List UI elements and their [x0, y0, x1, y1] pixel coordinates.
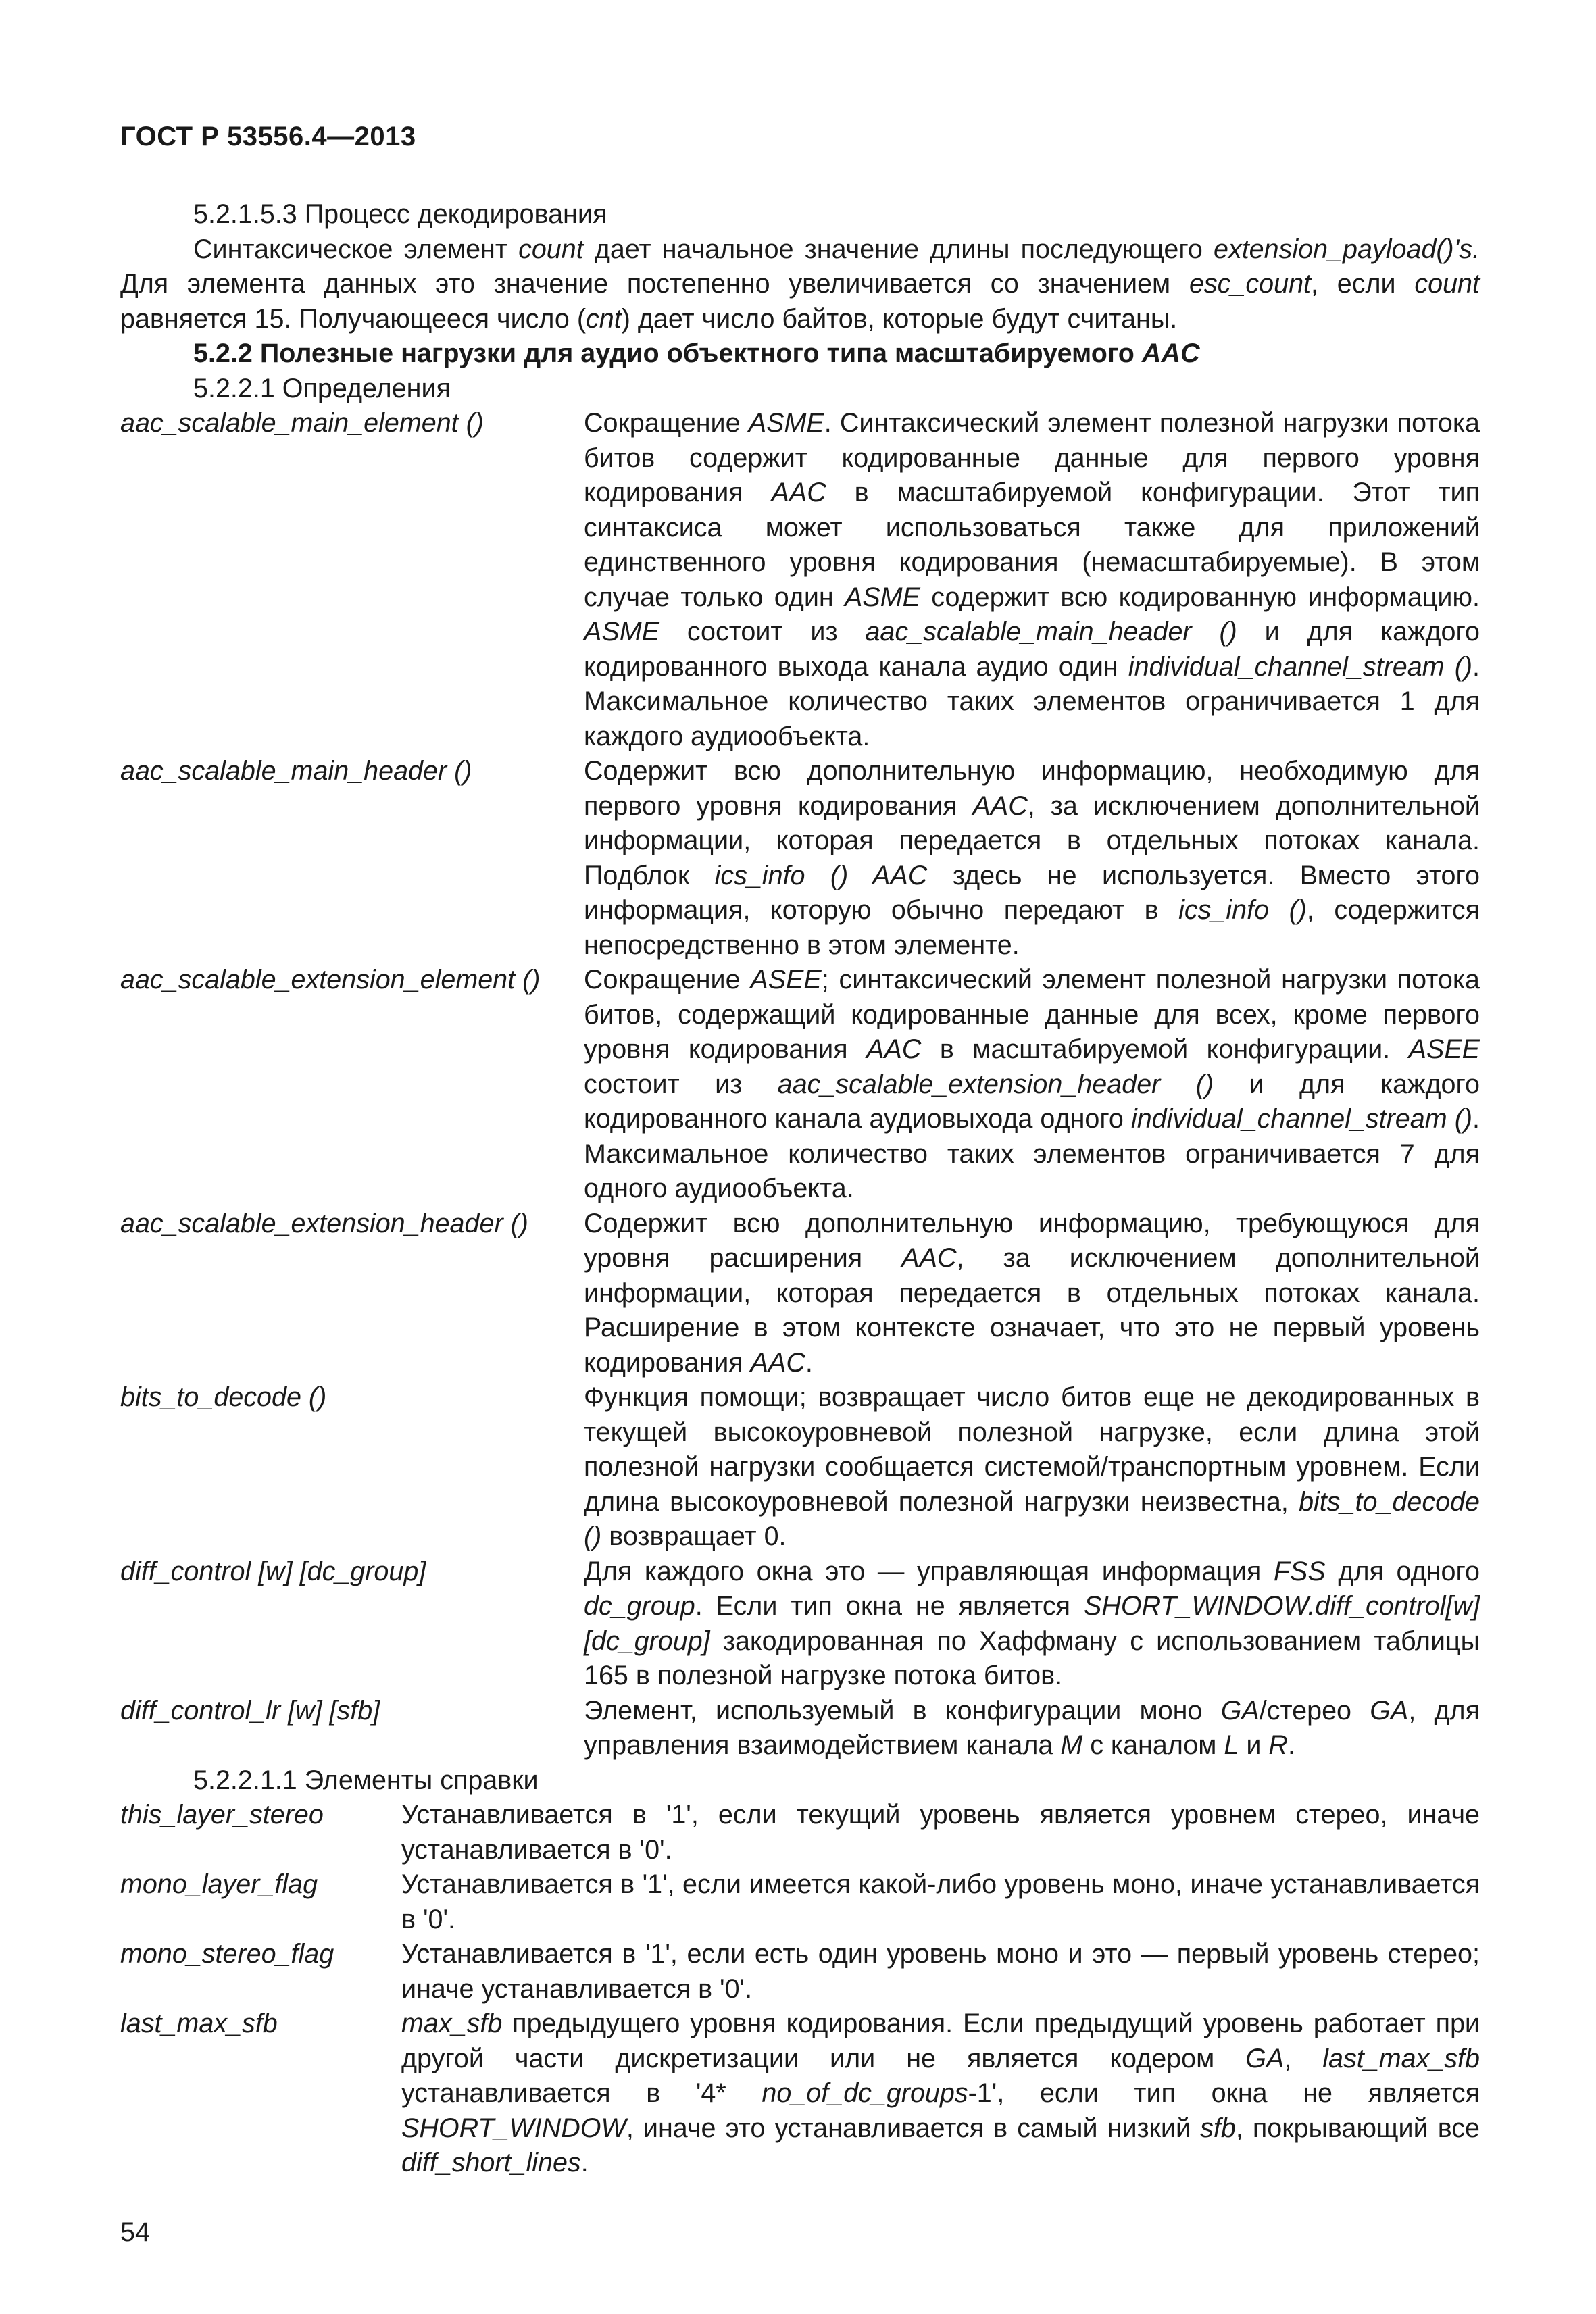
- definition-term: aac_scalable_main_header (): [120, 756, 472, 786]
- reference-item: [120, 1867, 1480, 1937]
- definition-description: Содержит всю дополнительную информацию, требующуюся для уровня расширения AAC, за исключением дополнительной информации, которая передается в отдельных потоках канала. Расширение в этом контексте означает, что это не первый уровень кодирования AAC.: [584, 1208, 1480, 1378]
- definition-term: aac_scalable_extension_element (): [120, 965, 541, 995]
- definition-term: diff_control_lr [w] [sfb]: [120, 1695, 380, 1726]
- definition-description: Сокращение ASME. Синтаксический элемент полезной нагрузки потока битов содержит кодированные данные для первого уровня кодирования AAC в масштабируемой конфигурации. Этот тип синтаксиса может использоваться также для приложений единственного уровня кодирования (немасштабируемые). В этом случае только один ASME содержит всю кодированную информацию. ASME состоит из aac_scalable_main_header () и для каждого кодированного выхода канала аудио один individual_channel_stream (). Максимальное количество таких элементов ограничивается 1 для каждого аудиообъекта.: [584, 408, 1480, 751]
- document-body: [120, 197, 1480, 2181]
- reference-description: Устанавливается в '1', если есть один уровень моно и это — первый уровень стерео; иначе устанавливается в '0'.: [401, 1939, 1480, 2004]
- definition-term: aac_scalable_extension_header (): [120, 1208, 528, 1238]
- definition-item: [120, 1207, 1480, 1381]
- reference-item: [120, 2007, 1480, 2181]
- reference-description: max_sfb предыдущего уровня кодирования. Если предыдущий уровень работает при другой части дискретизации или не является кодером GA, last_max_sfb устанавливается в '4* no_of_dc_groups-1', если тип окна не является SHORT_WINDOW, иначе это устанавливается в самый низкий sfb, покрывающий все diff_short_lines.: [401, 2009, 1480, 2178]
- definition-item: [120, 963, 1480, 1207]
- page-number: 54: [120, 2217, 150, 2247]
- definition-item: [120, 406, 1480, 754]
- definition-item: [120, 754, 1480, 963]
- reference-term: this_layer_stereo: [120, 1800, 324, 1830]
- section-5-2-1-5-3-title: 5.2.1.5.3 Процесс декодирования: [193, 199, 607, 229]
- definition-description: Для каждого окна это — управляющая информация FSS для одного dc_group. Если тип окна не является SHORT_WINDOW.diff_control[w] [dc_group] закодированная по Хаффману с использованием таблицы 165 в полезной нагрузке потока битов.: [584, 1556, 1480, 1690]
- definition-description: Функция помощи; возвращает число битов еще не декодированных в текущей высокоуровневой полезной нагрузке, если длина этой полезной нагрузки сообщается системой/транспортным уровнем. Если длина высокоуровневой полезной нагрузки неизвестна, bits_to_decode () возвращает 0.: [584, 1382, 1480, 1551]
- reference-term: last_max_sfb: [120, 2009, 278, 2038]
- definition-item: [120, 1694, 1480, 1763]
- section-5-2-2-1-title: 5.2.2.1 Определения: [193, 373, 451, 403]
- reference-description: Устанавливается в '1', если имеется какой-либо уровень моно, иначе устанавливается в '0'.: [401, 1869, 1480, 1934]
- reference-term: mono_layer_flag: [120, 1869, 318, 1899]
- reference-item: [120, 1798, 1480, 1867]
- definition-term: aac_scalable_main_element (): [120, 408, 484, 438]
- reference-description: Устанавливается в '1', если текущий уровень является уровнем стерео, иначе устанавливается в '0'.: [401, 1800, 1480, 1865]
- reference-elements-list: [120, 1798, 1480, 2181]
- definition-description: Сокращение ASEE; синтаксический элемент полезной нагрузки потока битов, содержащий кодированные данные для всех, кроме первого уровня кодирования AAC в масштабируемой конфигурации. ASEE состоит из aac_scalable_extension_header () и для каждого кодированного канала аудиовыхода одного individual_channel_stream (). Максимальное количество таких элементов ограничивается 7 для одного аудиообъекта.: [584, 965, 1480, 1203]
- reference-term: mono_stereo_flag: [120, 1939, 334, 1969]
- definition-description: Содержит всю дополнительную информацию, необходимую для первого уровня кодирования AAC, за исключением дополнительной информации, которая передается в отдельных потоках канала. Подблок ics_info () AAC здесь не используется. Вместо этого информация, которую обычно передают в ics_info (), содержится непосредственно в этом элементе.: [584, 756, 1480, 960]
- definition-term: diff_control [w] [dc_group]: [120, 1556, 426, 1586]
- reference-item: [120, 1937, 1480, 2007]
- definition-description: Элемент, используемый в конфигурации моно GA/стерео GA, для управления взаимодействием канала M с каналом L и R.: [584, 1695, 1480, 1760]
- definition-item: [120, 1380, 1480, 1555]
- definitions-list: [120, 406, 1480, 1763]
- section-5-2-2-1-1-title: 5.2.2.1.1 Элементы справки: [193, 1765, 539, 1795]
- definition-term: bits_to_decode (): [120, 1382, 327, 1412]
- decoding-process-paragraph: Синтаксическое элемент count дает начальное значение длины последующего extension_payload()'s. Для элемента данных это значение постепенно увеличивается со значением esc_count, если count равняется 15. Получающееся число (cnt) дает число байтов, которые будут считаны.: [120, 234, 1480, 334]
- definition-item: [120, 1555, 1480, 1694]
- section-5-2-2-heading: 5.2.2 Полезные нагрузки для аудио объектного типа масштабируемого AAC: [193, 338, 1200, 368]
- document-header: ГОСТ Р 53556.4—2013: [120, 122, 416, 151]
